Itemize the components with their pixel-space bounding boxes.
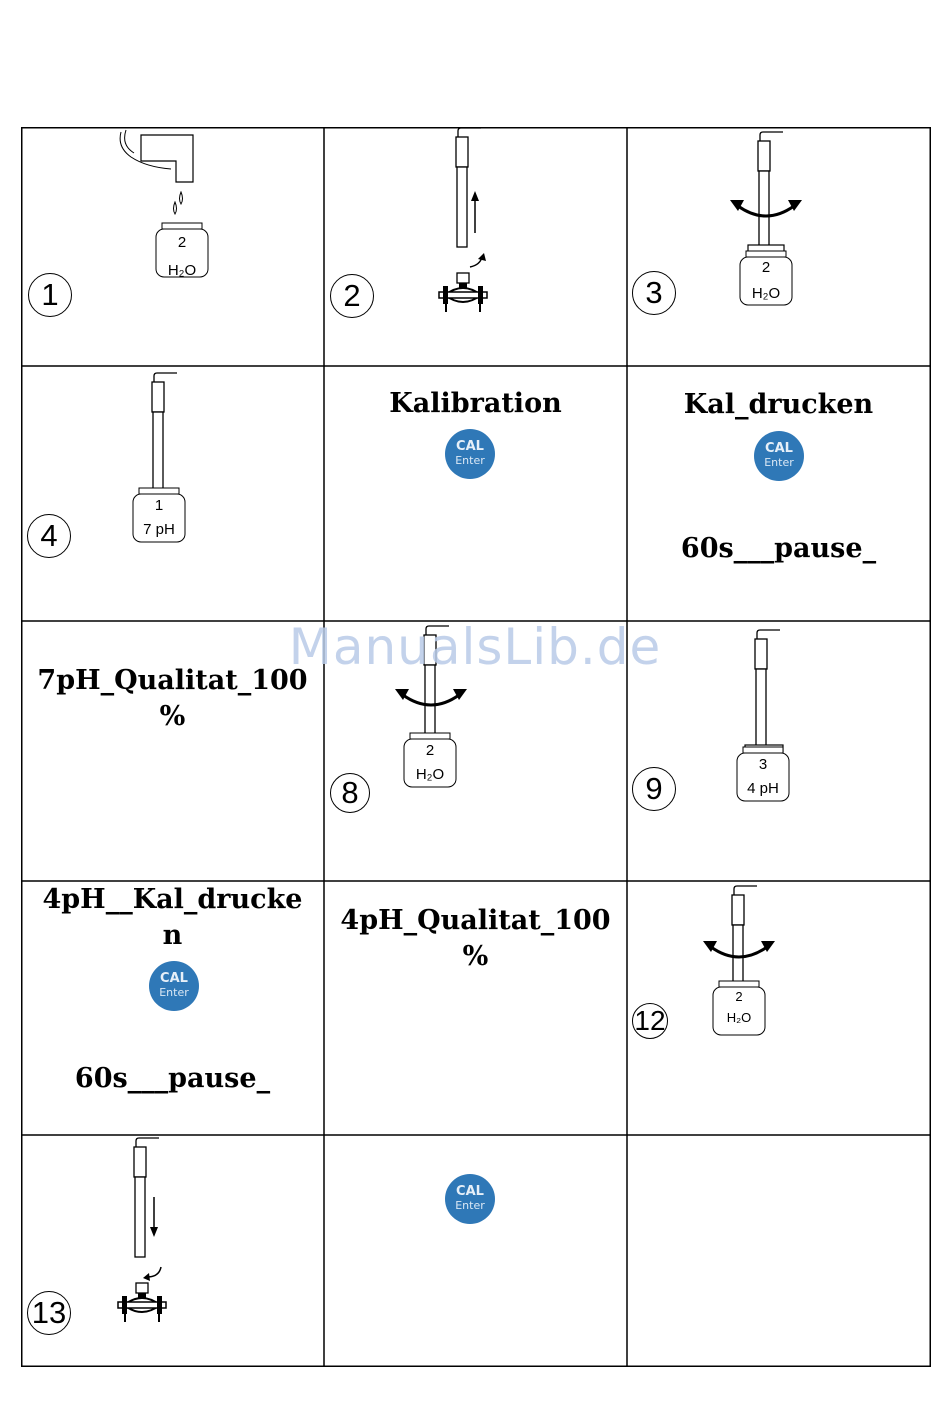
- step-12-cell: [627, 881, 930, 1135]
- bottle-number: 2: [761, 259, 771, 276]
- watermark: ManualsLib.de: [288, 618, 662, 676]
- pause-note: 60s___pause_: [680, 533, 877, 564]
- cal-label: CAL: [160, 971, 188, 986]
- bottle-number: 1: [154, 497, 164, 514]
- step-number: 4: [27, 514, 71, 558]
- cal-enter-button-icon: [754, 431, 804, 481]
- probe-swirl-water-illustration: [627, 881, 930, 1135]
- step-heading-line-2: %: [159, 701, 186, 732]
- cal-enter-button-icon: [445, 1174, 495, 1224]
- kal-drucken-cell: [627, 366, 930, 621]
- bottle-label: 7 pH: [143, 521, 175, 538]
- enter-label: Enter: [455, 1199, 485, 1212]
- bottle-label: H₂O: [726, 1010, 752, 1025]
- step-number: 3: [632, 271, 676, 315]
- step-heading-line-1: 4pH_Qualitat_100: [340, 905, 611, 936]
- enter-label: Enter: [764, 456, 794, 469]
- cal-enter-button-icon: [445, 429, 495, 479]
- cal-label: CAL: [456, 1184, 484, 1199]
- step-3-cell: [627, 127, 930, 366]
- bottle-label: H₂O: [167, 262, 197, 279]
- 4ph-quality-cell: [324, 881, 627, 1135]
- probe-insertion-illustration: [21, 1135, 324, 1367]
- bottle-number: 2: [177, 234, 187, 251]
- step-heading: Kal_drucken: [683, 389, 874, 420]
- bottle-number: 3: [758, 756, 768, 773]
- step-number: 2: [330, 274, 374, 318]
- cal-enter-button-icon: [149, 961, 199, 1011]
- step-number: 12: [632, 1003, 668, 1039]
- bottle-label: H₂O: [415, 766, 445, 783]
- enter-label: Enter: [159, 986, 189, 999]
- procedure-grid: [21, 127, 931, 1367]
- bottle-number: 2: [425, 742, 435, 759]
- empty-cell: [627, 1135, 930, 1367]
- step-number: 8: [330, 773, 370, 813]
- probe-removal-illustration: [324, 127, 627, 366]
- step-number: 13: [27, 1291, 71, 1335]
- pause-note: 60s___pause_: [74, 1063, 271, 1094]
- final-cal-cell: [324, 1135, 627, 1367]
- step-number: 1: [28, 273, 72, 317]
- 4ph-kal-drucken-cell: [21, 881, 324, 1135]
- bottle-number: 2: [735, 989, 743, 1004]
- probe-7ph-illustration: [21, 366, 324, 621]
- step-13-cell: [21, 1135, 324, 1367]
- probe-swirl-water-illustration: [627, 127, 930, 366]
- step-4-cell: [21, 366, 324, 621]
- step-heading-line-2: n: [162, 920, 183, 951]
- cal-label: CAL: [456, 439, 484, 454]
- step-1-cell: [21, 127, 324, 366]
- bottle-label: 4 pH: [747, 780, 779, 797]
- enter-label: Enter: [455, 454, 485, 467]
- step-heading-line-1: 4pH__Kal_drucke: [42, 884, 303, 915]
- step-heading: Kalibration: [389, 388, 562, 419]
- step-2-cell: [324, 127, 627, 366]
- kalibration-cell: [324, 366, 627, 621]
- step-heading-line-1: 7pH_Qualitat_100: [37, 665, 308, 696]
- bottle-label: H₂O: [751, 285, 781, 302]
- step-number: 9: [632, 767, 676, 811]
- cal-label: CAL: [765, 441, 793, 456]
- step-heading-line-2: %: [462, 941, 489, 972]
